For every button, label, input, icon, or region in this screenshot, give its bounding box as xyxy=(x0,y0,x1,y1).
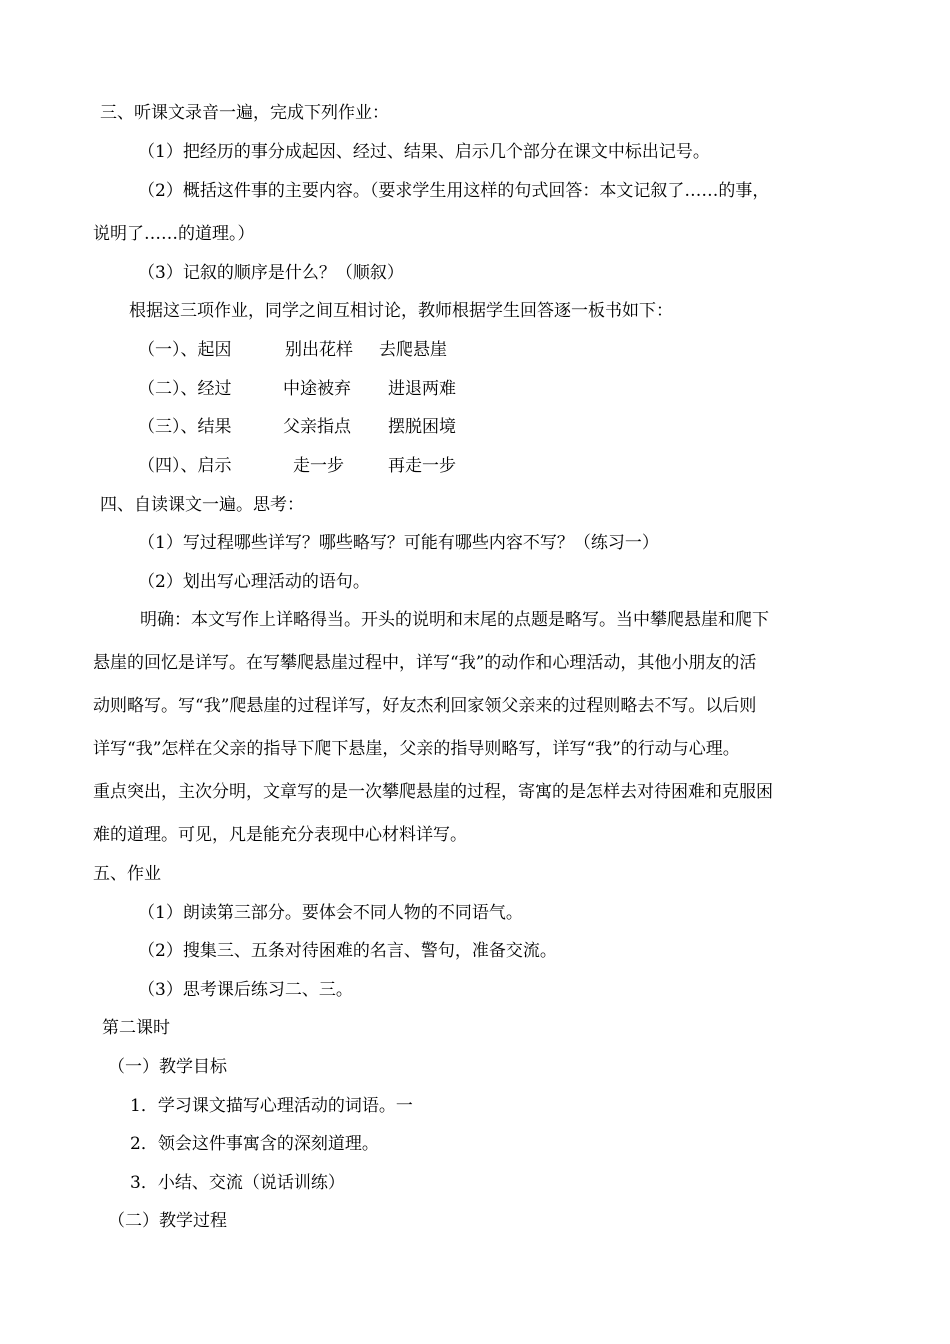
board-item-b: 进退两难 xyxy=(388,379,456,399)
homework-item: （2）搜集三、五条对待困难的名言、警句，准备交流。 xyxy=(138,941,557,961)
answer-line: 悬崖的回忆是详写。在写攀爬悬崖过程中，详写“我”的动作和心理活动，其他小朋友的活 xyxy=(93,653,757,673)
board-label: （一）、起因 xyxy=(138,340,232,360)
lesson2-heading: 第二课时 xyxy=(102,1018,170,1038)
section3-task3: （3）记叙的顺序是什么？（顺叙） xyxy=(138,263,404,283)
board-label: （四）、启示 xyxy=(138,456,232,476)
answer-line: 动则略写。写“我”爬悬崖的过程详写，好友杰利回家领父亲来的过程则略去不写。以后则 xyxy=(93,696,757,716)
answer-line: 难的道理。可见，凡是能充分表现中心材料详写。 xyxy=(93,825,467,845)
goals-heading: （一）教学目标 xyxy=(108,1057,227,1077)
section5-heading: 五、作业 xyxy=(93,864,161,884)
goal-item: 1．学习课文描写心理活动的词语。一 xyxy=(130,1096,413,1116)
section4-q1: （1）写过程哪些详写？哪些略写？可能有哪些内容不写？（练习一） xyxy=(138,533,659,553)
section3-task2-line2: 说明了……的道理。） xyxy=(93,224,255,244)
goal-item: 2．领会这件事寓含的深刻道理。 xyxy=(130,1134,379,1154)
board-item-b: 摆脱困境 xyxy=(388,417,456,437)
section3-task2-line1: （2）概括这件事的主要内容。（要求学生用这样的句式回答：本文记叙了……的事， xyxy=(138,181,770,201)
board-item-a: 父亲指点 xyxy=(283,417,351,437)
answer-line: 重点突出，主次分明，文章写的是一次攀爬悬崖的过程，寄寓的是怎样去对待困难和克服困 xyxy=(93,782,773,802)
board-item-a: 中途被弃 xyxy=(283,379,351,399)
answer-line: 详写“我”怎样在父亲的指导下爬下悬崖，父亲的指导则略写，详写“我”的行动与心理。 xyxy=(93,739,740,759)
section3-heading: 三、听课文录音一遍，完成下列作业： xyxy=(100,103,389,123)
board-label: （三）、结果 xyxy=(138,417,232,437)
board-item-b: 再走一步 xyxy=(388,456,456,476)
board-label: （二）、经过 xyxy=(138,379,232,399)
homework-item: （3）思考课后练习二、三。 xyxy=(138,980,353,1000)
section4-heading: 四、自读课文一遍。思考： xyxy=(100,495,304,515)
board-item-a: 别出花样 xyxy=(285,340,353,360)
process-heading: （二）教学过程 xyxy=(108,1211,227,1231)
homework-item: （1）朗读第三部分。要体会不同人物的不同语气。 xyxy=(138,903,523,923)
section3-discussion: 根据这三项作业，同学之间互相讨论，教师根据学生回答逐一板书如下： xyxy=(129,301,673,321)
board-item-b: 去爬悬崖 xyxy=(379,340,447,360)
section4-q2: （2）划出写心理活动的语句。 xyxy=(138,572,370,592)
goal-item: 3．小结、交流（说话训练） xyxy=(130,1173,345,1193)
answer-line: 明确：本文写作上详略得当。开头的说明和末尾的点题是略写。当中攀爬悬崖和爬下 xyxy=(140,610,769,630)
board-item-a: 走一步 xyxy=(293,456,344,476)
section3-task1: （1）把经历的事分成起因、经过、结果、启示几个部分在课文中标出记号。 xyxy=(138,142,710,162)
